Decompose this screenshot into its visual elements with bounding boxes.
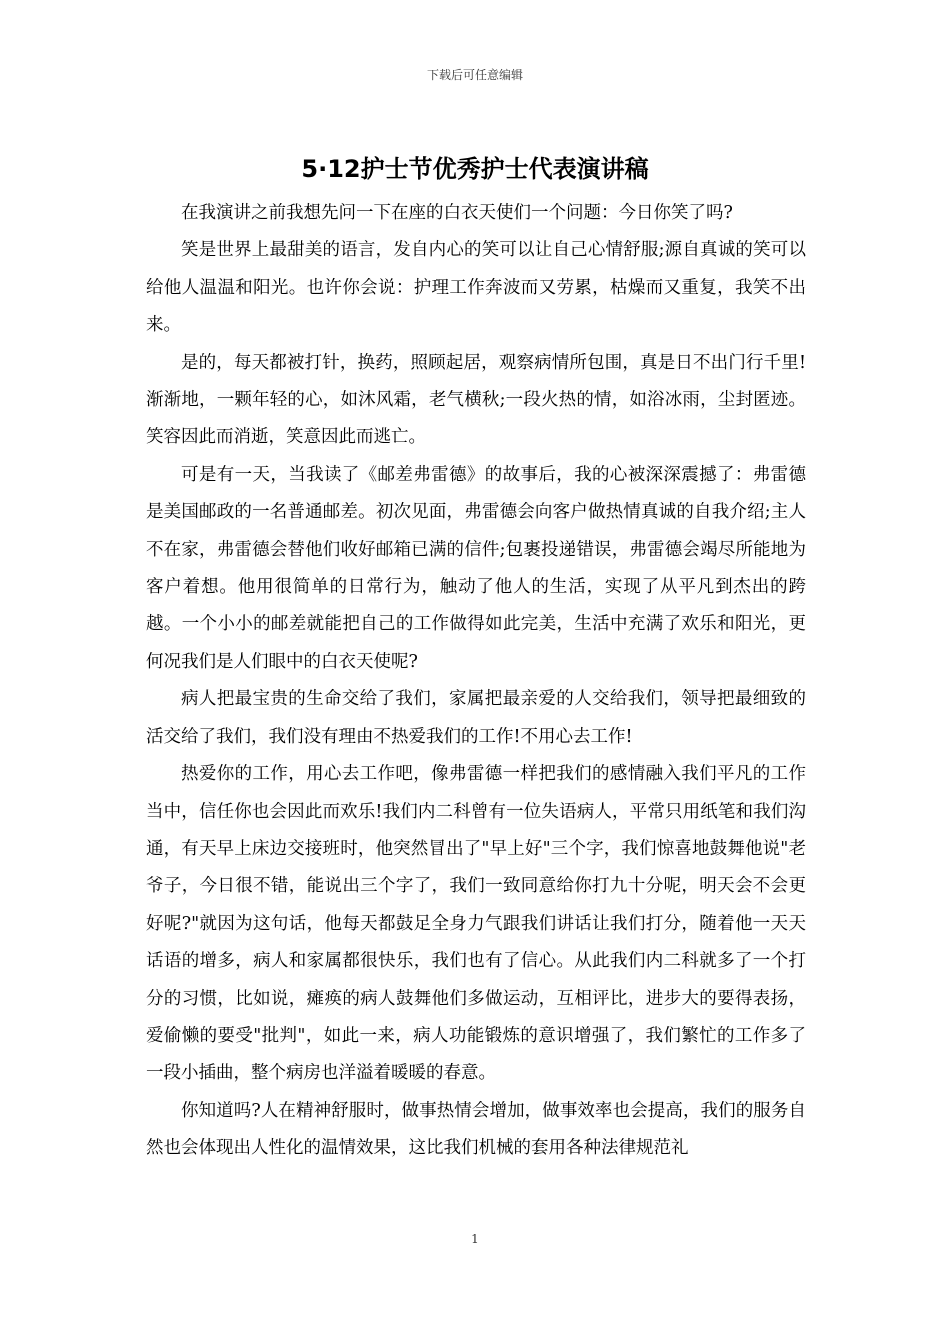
document-title: 5·12护士节优秀护士代表演讲稿 — [301, 155, 649, 183]
paragraph-5: 病人把最宝贵的生命交给了我们，家属把最亲爱的人交给我们，领导把最细致的活交给了我们，我们没有理由不热爱我们的工作!不用心去工作! — [146, 689, 806, 747]
paragraph-6: 热爱你的工作，用心去工作吧，像弗雷德一样把我们的感情融入我们平凡的工作当中，信任你也会因此而欢乐!我们内二科曾有一位失语病人，平常只用纸笔和我们沟通，有天早上床边交接班时，他突然冒出了"早上好"三个字，我们惊喜地鼓舞他说"老爷子，今日很不错，能说出三个字了，我们一致同意给你打九十分呢，明天会不会更好呢?"就因为这句话，他每天都鼓足全身力气跟我们讲话让我们打分，随着他一天天话语的增多，病人和家属都很快乐，我们也有了信心。从此我们内二科就多了一个打分的习惯，比如说，瘫痪的病人鼓舞他们多做运动，互相评比，进步大的要得表扬，爱偷懒的要受"批判"，如此一来，病人功能锻炼的意识增强了，我们繁忙的工作多了一段小插曲，整个病房也洋溢着暖暖的春意。 — [146, 764, 806, 1084]
paragraph-3: 是的，每天都被打针，换药，照顾起居，观察病情所包围，真是日不出门行千里!渐渐地，一颗年轻的心，如沐风霜，老气横秋;一段火热的情，如浴冰雨，尘封匿迹。笑容因此而消逝，笑意因此而逃亡。 — [146, 352, 806, 448]
paragraph-7: 你知道吗?人在精神舒服时，做事热情会增加，做事效率也会提高，我们的服务自然也会体现出人性化的温情效果，这比我们机械的套用各种法律规范礼 — [146, 1100, 806, 1159]
paragraph-1: 在我演讲之前我想先问一下在座的白衣天使们一个问题：今日你笑了吗? — [181, 203, 733, 223]
paragraph-4: 可是有一天，当我读了《邮差弗雷德》的故事后，我的心被深深震撼了：弗雷德是美国邮政的一名普通邮差。初次见面，弗雷德会向客户做热情真诚的自我介绍;主人不在家，弗雷德会替他们收好邮箱已满的信件;包裹投递错误，弗雷德会竭尽所能地为客户着想。他用很简单的日常行为，触动了他人的生活，实现了从平凡到杰出的跨越。一个小小的邮差就能把自己的工作做得如此完美，生活中充满了欢乐和阳光，更何况我们是人们眼中的白衣天使呢? — [146, 464, 806, 672]
paragraph-2: 笑是世界上最甜美的语言，发自内心的笑可以让自己心情舒服;源自真诚的笑可以给他人温温和阳光。也许你会说：护理工作奔波而又劳累，枯燥而又重复，我笑不出来。 — [146, 240, 806, 336]
page-header-note: 下载后可任意编辑 — [426, 68, 523, 82]
page-number: 1 — [471, 1232, 479, 1246]
document-body — [146, 195, 806, 1168]
